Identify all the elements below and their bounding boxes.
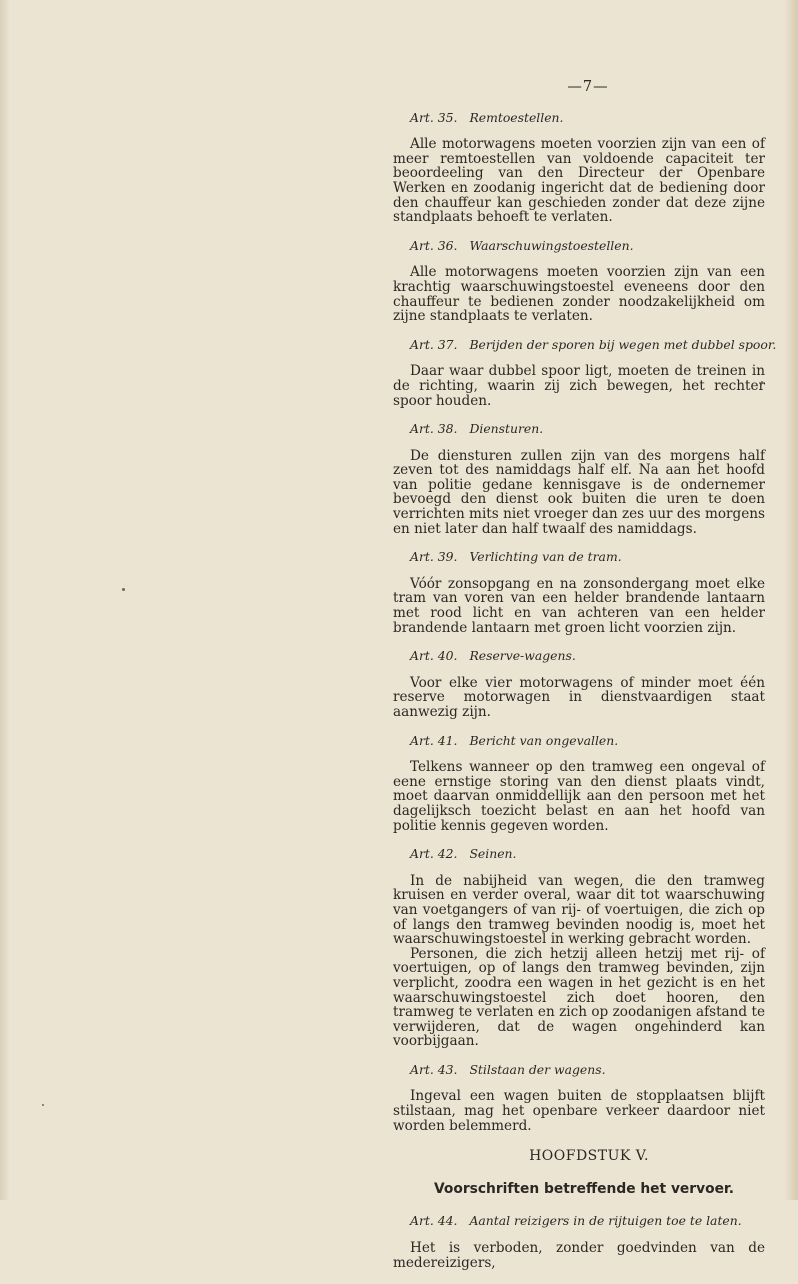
article-title: Remtoestellen. — [469, 109, 564, 125]
article-37 — [393, 336, 777, 409]
article-44 — [393, 1214, 765, 1270]
article-number: Art. 43. — [410, 1061, 458, 1077]
article-number: Art. 44. — [410, 1213, 458, 1229]
article-paragraph: In de nabijheid van wegen, die den tramweg kruisen en verder overal, waar dit tot waarschuwing van voetgangers of van rij- of voertuigen, die zich op of langs den tramweg bevinden noodig is, moet het waarschuwingstoestel in werking gebracht worden. — [393, 872, 765, 948]
article-title: Berijden der sporen bij wegen met dubbel spoor. — [469, 336, 777, 352]
paper-speck — [42, 1104, 44, 1106]
article-heading — [410, 1063, 765, 1078]
article-paragraph: Vóór zonsopgang en na zonsondergang moet elke tram van voren van een helder brandende lantaarn met rood licht en van achteren van een helder brandende lantaarn met groen licht voorzien zijn. — [393, 575, 765, 636]
article-heading — [410, 422, 765, 437]
article-paragraph: Ingeval een wagen buiten de stopplaatsen blijft stilstaan, mag het openbare verkeer daardoor niet worden belemmerd. — [393, 1088, 765, 1134]
article-number: Art. 42. — [410, 846, 458, 862]
article-title: Aantal reizigers in de rijtuigen toe te laten. — [469, 1213, 742, 1229]
article-43 — [393, 1063, 765, 1133]
article-title: Waarschuwingstoestellen. — [469, 237, 634, 253]
article-number: Art. 35. — [410, 109, 458, 125]
article-number: Art. 38. — [410, 421, 458, 437]
article-paragraph: Alle motorwagens moeten voorzien zijn van een krachtig waarschuwingstoestel eveneens door den chauffeur te bedienen zonder noodzakelijkheid om zijne standplaats te verlaten. — [393, 264, 765, 325]
paper-speck — [122, 588, 125, 591]
article-title: Verlichting van de tram. — [469, 549, 622, 565]
article-35 — [393, 111, 765, 225]
article-paragraph: Daar waar dubbel spoor ligt, moeten de treinen in de richting, waarin zij zich bewegen, het rechter spoor houden. — [393, 363, 765, 409]
article-heading — [410, 111, 765, 126]
article-number: Art. 40. — [410, 648, 458, 664]
article-40 — [393, 649, 765, 719]
article-38 — [393, 422, 765, 536]
article-number: Art. 36. — [410, 237, 458, 253]
page-number: —7— — [567, 79, 609, 95]
article-paragraph: Telkens wanneer op den tramweg een ongeval of eene ernstige storing van den dienst plaats vindt, moet daarvan onmiddellijk aan den persoon met het dagelijksch toezicht belast en aan het hoofd van politie kennis gegeven worden. — [393, 759, 765, 834]
chapter-title: Voorschriften betreffende het vervoer. — [433, 1180, 735, 1197]
article-heading — [410, 336, 777, 353]
article-heading — [410, 649, 765, 664]
article-title: Bericht van ongevallen. — [469, 732, 619, 748]
page-edge-left — [0, 0, 10, 1200]
article-heading — [410, 1214, 765, 1229]
article-title: Stilstaan der wagens. — [469, 1061, 606, 1077]
article-36 — [393, 239, 765, 324]
article-paragraph: De diensturen zullen zijn van des morgens half zeven tot des namiddags half elf. Na aan het hoofd van politie gedane kennisgave is de ondernemer bevoegd den dienst ook buiten die uren te doen verrichten mits niet vroeger dan zes uur des morgens en niet later dan half twaalf des namiddags. — [393, 447, 765, 537]
article-paragraph: Voor elke vier motorwagens of minder moet één reserve motorwagen in dienstvaardigen staat aanwezig zijn. — [393, 674, 765, 720]
article-number: Art. 41. — [410, 732, 458, 748]
article-39 — [393, 550, 765, 635]
article-paragraph: Het is verboden, zonder goedvinden van de medereizigers, — [393, 1240, 765, 1271]
text-column — [393, 79, 777, 1284]
article-title: Reserve-wagens. — [469, 648, 576, 664]
page-edge-right — [784, 0, 798, 1200]
article-number: Art. 39. — [410, 549, 458, 565]
article-heading — [410, 550, 765, 565]
article-title: Diensturen. — [469, 421, 544, 437]
article-41 — [393, 734, 765, 834]
article-number: Art. 37. — [410, 336, 458, 352]
article-title: Seinen. — [469, 846, 517, 862]
chapter-heading: HOOFDSTUK V. — [529, 1148, 649, 1165]
article-heading — [410, 847, 765, 862]
article-42 — [393, 847, 765, 1049]
article-paragraph: Personen, die zich hetzij alleen hetzij met rij- of voertuigen, op of langs den tramweg bevinden, zijn verplicht, zoodra een wagen in het gezicht is en het waarschuwingstoestel zich doet hooren, den tramweg te verlaten en zich op zoodanigen afstand te verwijderen, dat de wagen ongehinderd kan voorbijgaan. — [393, 945, 765, 1050]
article-heading — [410, 239, 765, 254]
article-paragraph: Alle motorwagens moeten voorzien zijn van een of meer remtoestellen van voldoende capaciteit ter beoordeeling van den Directeur der Openbare Werken en zoodanig ingericht dat de bediening door den chauffeur kan geschieden zonder dat deze zijne standplaats behoeft te verlaten. — [393, 136, 765, 226]
article-heading — [410, 734, 765, 749]
